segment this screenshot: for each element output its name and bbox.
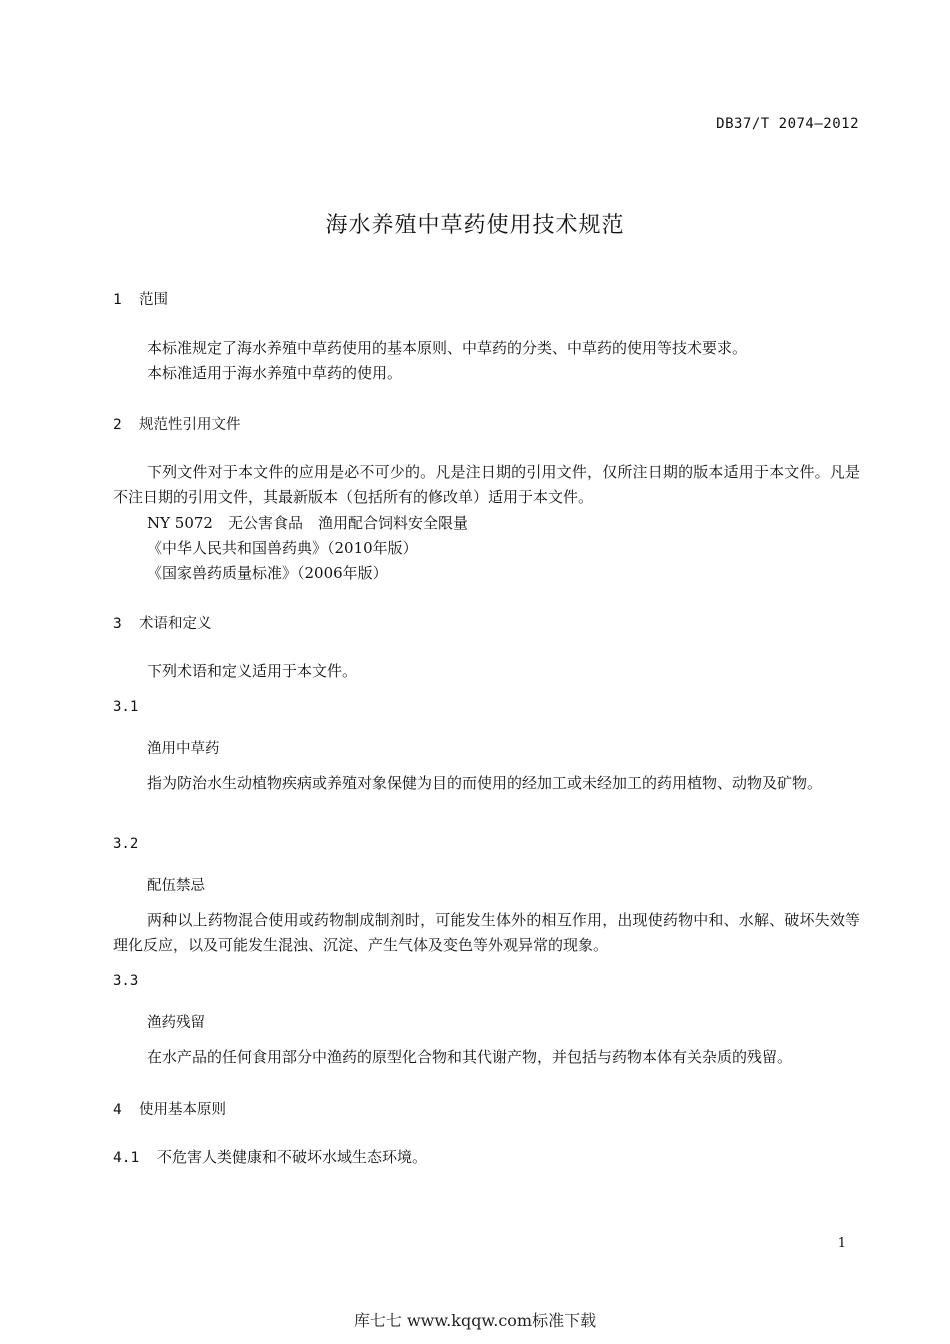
term-number: 3.1 bbox=[113, 699, 139, 715]
section-title: 术语和定义 bbox=[139, 616, 212, 632]
section-heading-normative-references bbox=[113, 413, 241, 434]
reference-item: 《中华人民共和国兽药典》（2010年版） bbox=[147, 539, 418, 557]
terms-intro-paragraph: 下列术语和定义适用于本文件。 bbox=[147, 662, 358, 680]
section-heading-basic-principles bbox=[113, 1098, 226, 1119]
clause-text: 不危害人类健康和不破坏水域生态环境。 bbox=[157, 1148, 428, 1166]
section-title: 规范性引用文件 bbox=[139, 417, 241, 433]
section-heading-terms bbox=[113, 612, 212, 633]
section-title: 范围 bbox=[139, 292, 168, 308]
page-number: 1 bbox=[837, 1236, 846, 1251]
section-number: 1 bbox=[113, 292, 122, 308]
term-definition: 指为防治水生动植物疾病或养殖对象保健为目的而使用的经加工或未经加工的药用植物、动物及矿物。 bbox=[147, 774, 823, 792]
section-heading-scope bbox=[113, 288, 168, 309]
section-number: 4 bbox=[113, 1102, 122, 1118]
term-name: 渔用中草药 bbox=[147, 741, 220, 757]
reference-item: NY 5072 无公害食品 渔用配合饲料安全限量 bbox=[147, 514, 468, 532]
term-definition: 在水产品的任何食用部分中渔药的原型化合物和其代谢产物，并包括与药物本体有关杂质的残留。 bbox=[147, 1048, 793, 1066]
term-definition: 两种以上药物混合使用或药物制成制剂时，可能发生体外的相互作用，出现使药物中和、水解、破坏失效等理化反应，以及可能发生混浊、沉淀、产生气体及变色等外观异常的现象。 bbox=[113, 911, 860, 954]
clause-4-1 bbox=[113, 1146, 427, 1167]
section-title: 使用基本原则 bbox=[139, 1102, 226, 1118]
watermark-text: 库七七 www.kqqw.com标准下载 bbox=[353, 1311, 597, 1330]
term-number: 3.2 bbox=[113, 836, 139, 852]
section-number: 2 bbox=[113, 417, 122, 433]
standard-code: DB37/T 2074—2012 bbox=[716, 116, 859, 132]
term-name: 渔药残留 bbox=[147, 1015, 205, 1031]
scope-paragraph-2: 本标准适用于海水养殖中草药的使用。 bbox=[147, 364, 403, 382]
term-number: 3.3 bbox=[113, 973, 139, 989]
section-number: 3 bbox=[113, 616, 122, 632]
term-name: 配伍禁忌 bbox=[147, 878, 205, 894]
scope-paragraph-1: 本标准规定了海水养殖中草药使用的基本原则、中草药的分类、中草药的使用等技术要求。 bbox=[147, 339, 748, 357]
reference-item: 《国家兽药质量标准》（2006年版） bbox=[147, 564, 388, 582]
references-paragraph: 下列文件对于本文件的应用是必不可少的。凡是注日期的引用文件，仅所注日期的版本适用于本文件。凡是不注日期的引用文件，其最新版本（包括所有的修改单）适用于本文件。 bbox=[113, 463, 860, 506]
document-title: 海水养殖中草药使用技术规范 bbox=[325, 213, 625, 238]
clause-number: 4.1 bbox=[113, 1150, 140, 1166]
